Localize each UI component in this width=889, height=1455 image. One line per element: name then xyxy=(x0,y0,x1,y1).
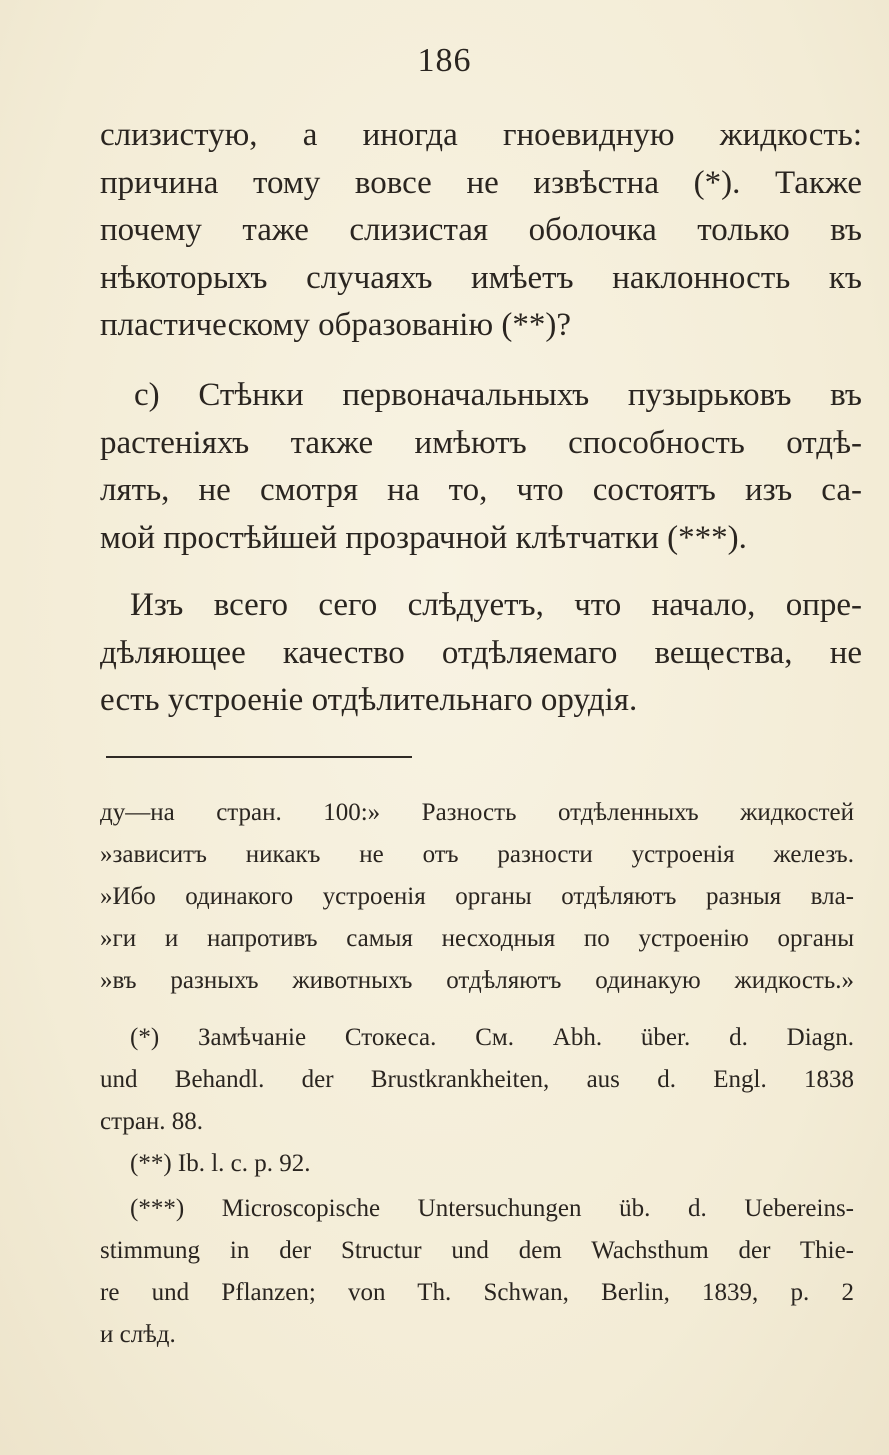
footnote-line: »ги и напротивъ самыя несходныя по устроенію органы xyxy=(100,925,854,952)
paragraph-line: слизистую, а иногда гноевидную жидкость: xyxy=(100,117,862,153)
footnote-line: »въ разныхъ животныхъ отдѣляютъ одинакую жидкость.» xyxy=(100,967,854,994)
paragraph-line: Изъ всего сего слѣдуетъ, что начало, опре- xyxy=(130,587,862,623)
footnote-1 xyxy=(100,1017,854,1143)
paragraph-line: причина тому вовсе не извѣстна (*). Также xyxy=(100,164,862,201)
footnote-2 xyxy=(100,1143,854,1185)
footnote-line: (*) Замѣчаніе Стокеса. См. Abh. über. d. Diagn. xyxy=(130,1024,854,1051)
page-number: 186 xyxy=(417,42,472,79)
paragraph-line: есть устроеніе отдѣлительнаго орудія. xyxy=(100,682,638,718)
paragraph-line: с) Стѣнки первоначальныхъ пузырьковъ въ xyxy=(134,377,862,413)
paragraph-line: растеніяхъ также имѣютъ способность отдѣ- xyxy=(100,424,862,461)
footnote-line: стран. 88. xyxy=(100,1108,204,1135)
footnote-line: (***) Microscopische Untersuchungen üb. d. Uebereins- xyxy=(130,1195,854,1222)
footnote-quote xyxy=(100,792,854,1002)
paragraph-line: мой простѣйшей прозрачной клѣтчатки (***). xyxy=(100,519,747,556)
footnote-line: re und Pflanzen; von Th. Schwan, Berlin, 1839, p. 2 xyxy=(100,1279,854,1306)
paragraph-line: дѣляющее качество отдѣляемаго вещества, не xyxy=(100,634,862,671)
footnote-line: и слѣд. xyxy=(100,1321,176,1348)
paragraph-line: пластическому образованію (**)? xyxy=(100,307,572,343)
footnote-line: (**) Ib. l. c. p. 92. xyxy=(130,1150,311,1177)
footnote-line: und Behandl. der Brustkrankheiten, aus d. Engl. 1838 xyxy=(100,1066,854,1093)
footnote-3 xyxy=(100,1188,854,1356)
paragraph-3 xyxy=(100,582,862,725)
paragraph-line: нѣкоторыхъ случаяхъ имѣетъ наклонность къ xyxy=(100,259,862,296)
footnote-line: stimmung in der Structur und dem Wachsthum der Thie- xyxy=(100,1237,854,1264)
paragraph-line: почему таже слизистая оболочка только въ xyxy=(100,212,862,248)
footnote-line: »Ибо одинакого устроенія органы отдѣляютъ разныя вла- xyxy=(100,883,854,910)
footnote-line: ду—на стран. 100:» Разность отдѣленныхъ жидкостей xyxy=(100,799,854,826)
paragraph-line: лять, не смотря на то, что состоятъ изъ са- xyxy=(100,472,862,508)
paragraph-1 xyxy=(100,112,862,350)
footnote-line: »зависитъ никакъ не отъ разности устроенія железъ. xyxy=(100,841,854,868)
footnote-separator-rule xyxy=(106,756,412,758)
paragraph-2 xyxy=(100,372,862,562)
